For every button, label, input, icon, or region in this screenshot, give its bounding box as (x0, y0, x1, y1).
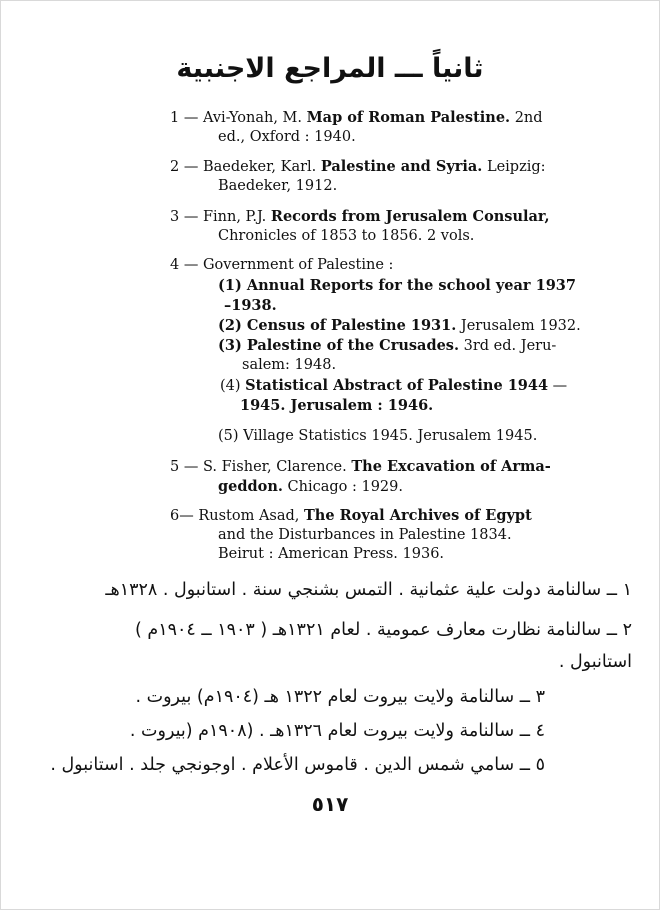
arabic-reference-5: ٥ ــ سامي شمس الدين . قاموس الأعلام . اوجونجي جلد . استانبول . (50, 755, 545, 775)
reference-4 (170, 256, 570, 275)
sub-reference-number: (3) (218, 337, 247, 354)
reference-number: 4 — (170, 257, 203, 273)
reference-4-sub-3 (218, 336, 568, 375)
reference-author: Baedeker, Karl. (202, 159, 321, 175)
sub-reference-continuation: 1945. Jerusalem : 1946. (240, 397, 434, 414)
reference-1-line (170, 108, 570, 128)
reference-title-continuation: geddon. (218, 478, 283, 495)
reference-6-line (170, 506, 570, 526)
reference-author: Rustom Asad, (198, 508, 305, 524)
reference-author: S. Fisher, Clarence. (202, 459, 352, 475)
reference-title: Palestine and Syria. (320, 158, 483, 175)
reference-3-line (170, 207, 570, 227)
sub-reference-line (218, 427, 568, 446)
reference-number: 6— (170, 508, 199, 524)
arabic-reference-2: ٢ ــ سالنامة نظارت معارف عمومية . لعام ١٣٢١هـ ( ١٩٠٣ ــ ١٩٠٤م ) (135, 620, 632, 640)
sub-reference-number: (1) (218, 277, 247, 294)
reference-4-sub-1 (218, 276, 576, 315)
reference-details: 2nd (510, 110, 543, 126)
arabic-reference-2-continuation: استانبول . (558, 652, 632, 672)
reference-title: Map of Roman Palestine. (306, 109, 511, 126)
sub-reference-line (218, 276, 576, 296)
reference-number: 1 — (170, 110, 203, 126)
sub-reference-line (220, 376, 570, 396)
reference-4-line (170, 256, 570, 275)
arabic-reference-1: ١ ــ سالنامة دولت علية عثمانية . التمس بشنجي سنة . استانبول . ١٣٢٨هـ (105, 580, 632, 600)
reference-continuation: ed., Oxford : 1940. (218, 129, 356, 145)
sub-reference-continuation: salem: 1948. (242, 357, 337, 373)
sub-reference-details: — (548, 378, 568, 394)
reference-5-line (170, 457, 570, 477)
sub-reference-title: Palestine of the Crusades. (246, 337, 460, 354)
reference-continuation: Chronicles of 1853 to 1856. 2 vols. (218, 228, 475, 244)
sub-reference-details: Jerusalem 1932. (456, 318, 581, 334)
page-number: ٥١٧ (311, 792, 349, 816)
section-heading: ثانياً ـــ المراجع الاجنبية (176, 53, 484, 84)
reference-5 (170, 457, 570, 497)
sub-reference-number: (4) (220, 378, 246, 394)
reference-author: Finn, P.J. (202, 209, 271, 225)
arabic-reference-3: ٣ ــ سالنامة ولايت بيروت لعام ١٣٢٢ هـ (١٩٠٤م) بيروت . (135, 687, 545, 707)
reference-number: 2 — (170, 159, 203, 175)
reference-number: 5 — (170, 459, 203, 475)
sub-reference-title: Census of Palestine 1931. (246, 317, 457, 334)
sub-reference-title: Annual Reports for the school year 1937 (246, 277, 576, 294)
sub-reference-number: (2) (218, 317, 247, 334)
reference-4-sub-2 (218, 316, 581, 336)
reference-details: Leipzig: (482, 159, 546, 175)
reference-continuation: Beirut : American Press. 1936. (218, 546, 445, 562)
reference-title: The Royal Archives of Egypt (304, 507, 532, 524)
sub-reference-line (218, 316, 581, 336)
arabic-reference-4: ٤ ــ سالنامة ولايت بيروت لعام ١٣٢٦هـ . (١٩٠٨م (بيروت . (129, 721, 545, 741)
sub-reference-continuation: –1938. (224, 297, 277, 314)
sub-reference-details: 3rd ed. Jeru- (459, 338, 557, 354)
sub-reference-line (218, 336, 568, 356)
reference-continuation (170, 477, 570, 497)
reference-2-line (170, 157, 570, 177)
reference-continuation: Baedeker, 1912. (218, 178, 338, 194)
sub-reference-number: (5) (218, 428, 244, 444)
reference-4-sub-4 (220, 376, 570, 415)
reference-1 (170, 108, 570, 147)
reference-4-sub-5 (218, 427, 568, 446)
reference-2 (170, 157, 570, 196)
reference-author: Government of Palestine : (202, 257, 394, 273)
reference-title: Records from Jerusalem Consular, (270, 208, 550, 225)
sub-reference-details: Village Statistics 1945. Jerusalem 1945. (243, 428, 538, 444)
reference-number: 3 — (170, 209, 203, 225)
reference-continuation: and the Disturbances in Palestine 1834. (218, 527, 512, 543)
reference-details: Chicago : 1929. (282, 479, 403, 495)
reference-author: Avi-Yonah, M. (202, 110, 307, 126)
sub-reference-title: Statistical Abstract of Palestine 1944 (245, 377, 549, 394)
reference-title: The Excavation of Arma- (351, 458, 551, 475)
reference-3 (170, 207, 570, 246)
reference-6 (170, 506, 570, 564)
